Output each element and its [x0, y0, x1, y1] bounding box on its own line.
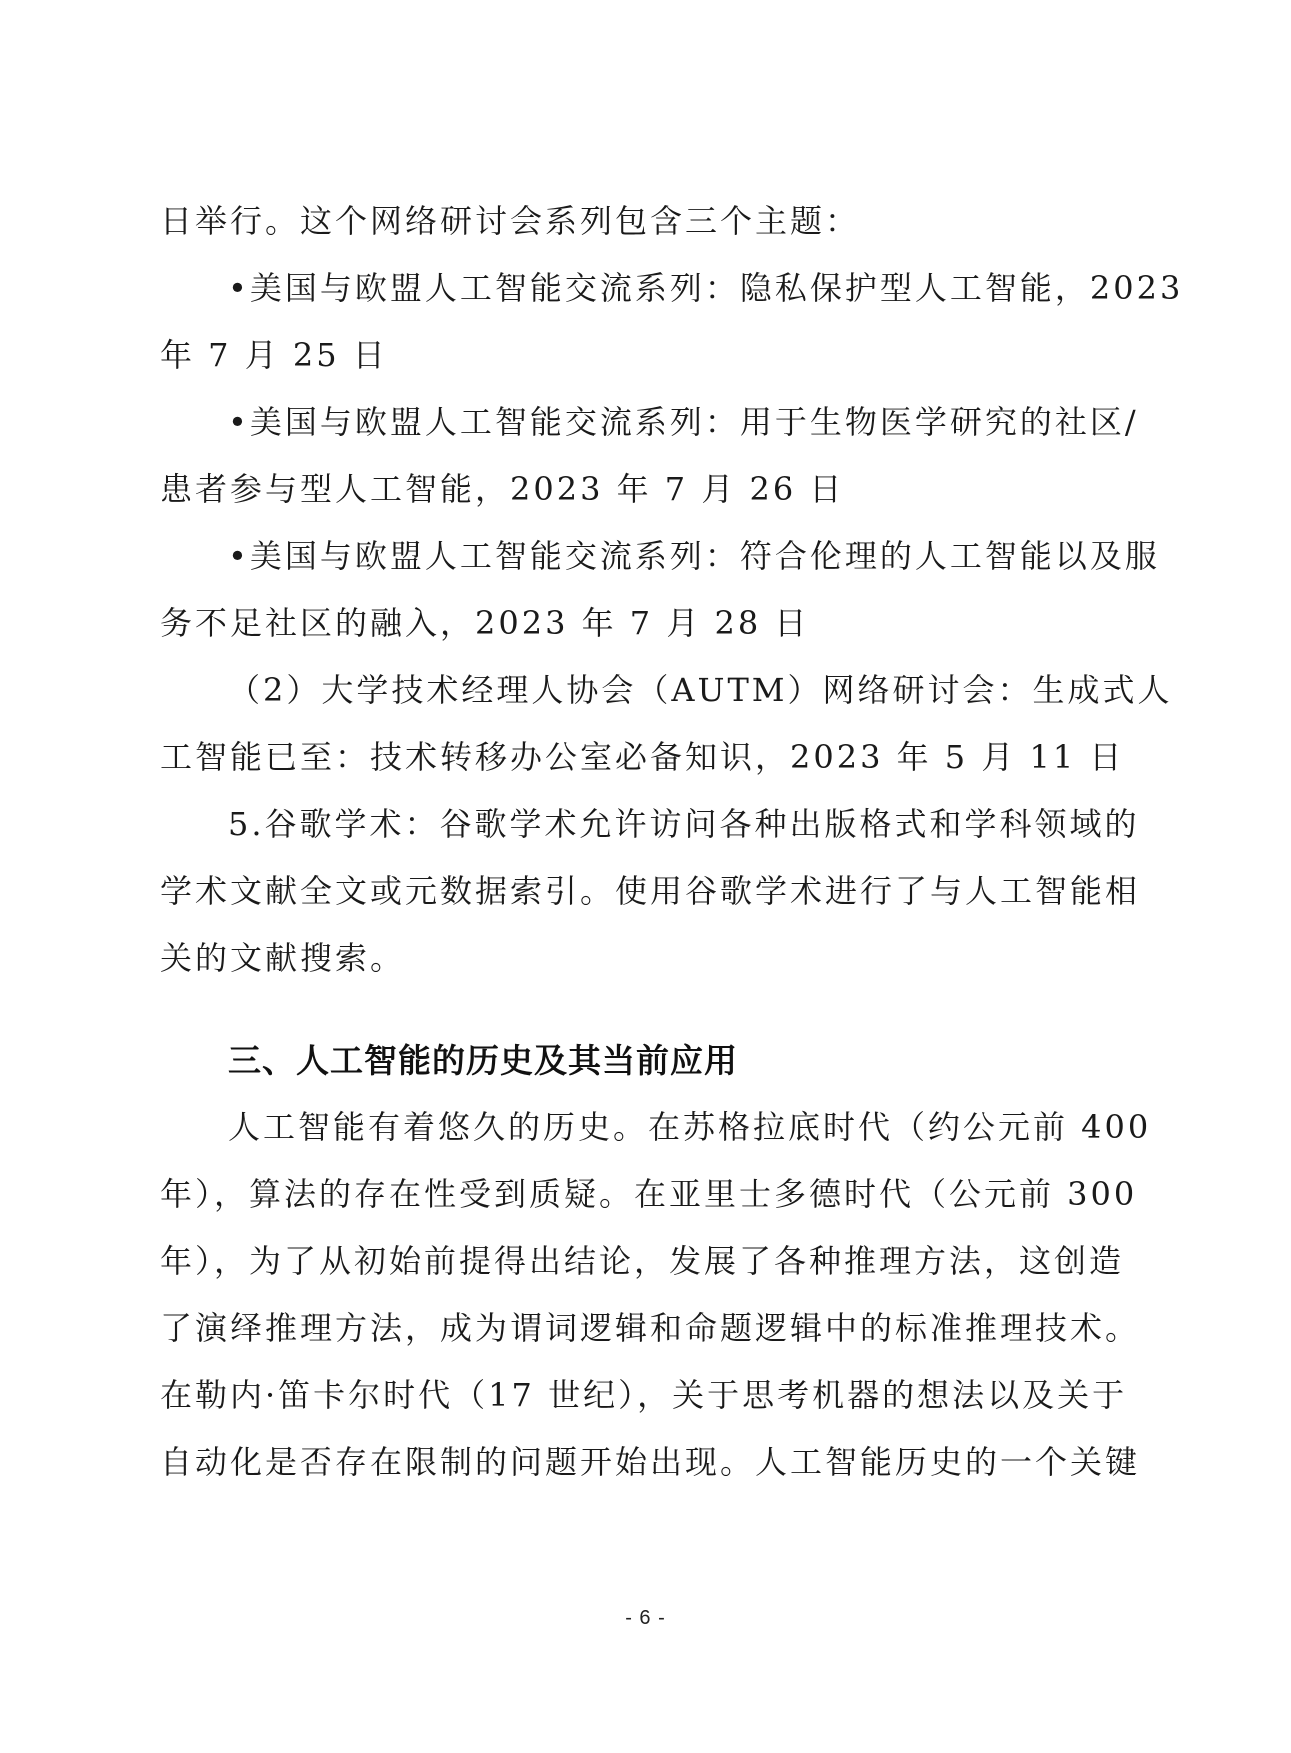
- text-line: 年），为了从初始前提得出结论，发展了各种推理方法，这创造: [160, 1242, 1125, 1280]
- text-line: 患者参与型人工智能，2023 年 7 月 26 日: [160, 470, 845, 508]
- text-line: 务不足社区的融入，2023 年 7 月 28 日: [160, 604, 810, 642]
- text-line: 工智能已至：技术转移办公室必备知识，2023 年 5 月 11 日: [160, 738, 1125, 776]
- page-number: - 6 -: [625, 1607, 666, 1629]
- text-line: 在勒内·笛卡尔时代（17 世纪），关于思考机器的想法以及关于: [160, 1376, 1128, 1414]
- text-line: 年），算法的存在性受到质疑。在亚里士多德时代（公元前 300: [160, 1175, 1138, 1213]
- paragraph-start: 5.谷歌学术：谷歌学术允许访问各种出版格式和学科领域的: [228, 805, 1140, 843]
- text-line: 年 7 月 25 日: [160, 336, 388, 374]
- document-body: [160, 188, 1184, 1496]
- bullet-item: •美国与欧盟人工智能交流系列：用于生物医学研究的社区/: [228, 403, 1139, 441]
- text-line: 日举行。这个网络研讨会系列包含三个主题：: [160, 202, 861, 240]
- text-line: 学术文献全文或元数据索引。使用谷歌学术进行了与人工智能相: [160, 872, 1141, 910]
- text-line: 关的文献搜索。: [160, 939, 406, 977]
- section-heading: 三、人工智能的历史及其当前应用: [228, 1041, 738, 1080]
- paragraph-start: （2）大学技术经理人协会（AUTM）网络研讨会：生成式人: [228, 671, 1173, 709]
- text-line: 了演绎推理方法，成为谓词逻辑和命题逻辑中的标准推理技术。: [160, 1309, 1141, 1347]
- paragraph-start: 人工智能有着悠久的历史。在苏格拉底时代（约公元前 400: [228, 1108, 1152, 1146]
- bullet-item: •美国与欧盟人工智能交流系列：符合伦理的人工智能以及服: [228, 537, 1160, 575]
- bullet-item: •美国与欧盟人工智能交流系列：隐私保护型人工智能，2023: [228, 269, 1184, 307]
- text-line: 自动化是否存在限制的问题开始出现。人工智能历史的一个关键: [160, 1443, 1141, 1481]
